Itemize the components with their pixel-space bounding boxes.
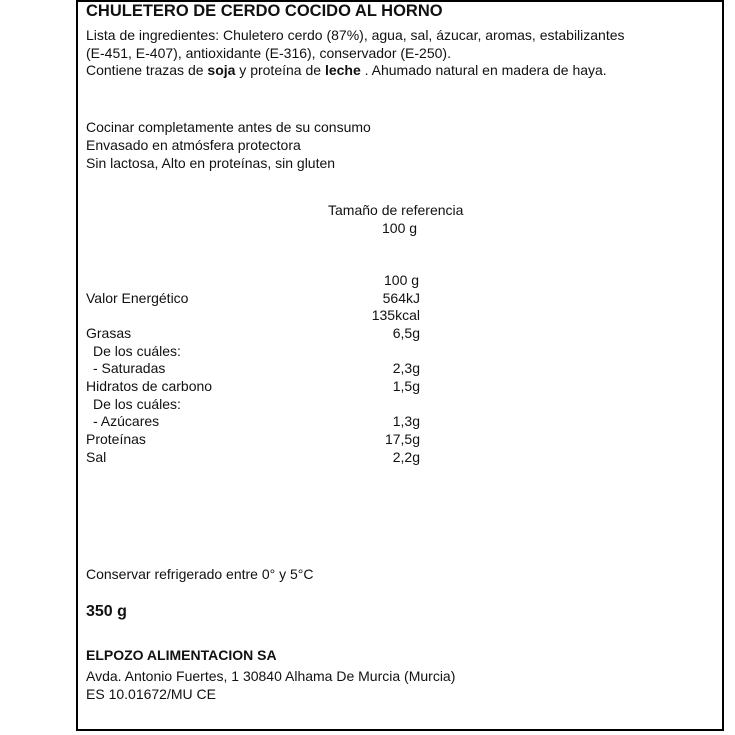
net-weight: 350 g — [86, 603, 127, 620]
nutrition-value-fat: 6,5g — [392, 325, 420, 341]
company-name: ELPOZO ALIMENTACION SA — [86, 647, 277, 663]
nutrition-value-protein: 17,5g — [384, 431, 420, 447]
traces-text-1: Contiene trazas de — [86, 62, 208, 78]
nutrition-label-fat: Grasas — [86, 325, 132, 341]
storage-instructions: Conservar refrigerado entre 0° y 5°C — [86, 566, 314, 582]
nutrition-column-header: 100 g — [384, 272, 420, 288]
health-registry: ES 10.01672/MU CE — [86, 686, 216, 702]
nutrition-label-energy: Valor Energético — [86, 290, 189, 306]
nutrition-label-salt: Sal — [86, 449, 107, 465]
nutrition-label-fat-of-which: De los cuáles: — [93, 343, 181, 359]
company-address: Avda. Antonio Fuertes, 1 30840 Alhama De Murcia (Murcia) — [86, 668, 456, 684]
reference-size-value: 100 g — [382, 220, 418, 236]
ingredients-text: Lista de ingredientes: Chuletero cerdo (87%), agua, sal, ázucar, aromas, estabilizantes (E-451, E-407), antioxidante (E-316), conservador (E-250). — [86, 27, 625, 61]
nutrition-label-sugars: - Azúcares — [93, 413, 160, 429]
traces-text-3: . Ahumado natural en madera de haya. — [360, 62, 607, 78]
nutrition-label-saturated: - Saturadas — [93, 360, 166, 376]
product-title: CHULETERO DE CERDO COCIDO AL HORNO — [86, 2, 443, 20]
nutrition-value-energy-kcal: 135kcal — [371, 307, 420, 323]
nutrition-value-salt: 2,2g — [392, 449, 420, 465]
nutrition-value-carbs: 1,5g — [392, 378, 420, 394]
allergen-leche: leche — [324, 62, 361, 78]
note-cooking: Cocinar completamente antes de su consumo — [86, 119, 371, 135]
nutrition-value-energy-kj: 564kJ — [382, 290, 420, 306]
note-packaging: Envasado en atmósfera protectora — [86, 137, 301, 153]
traces-text-2: y proteína de — [235, 62, 325, 78]
note-claims: Sin lactosa, Alto en proteínas, sin gluten — [86, 155, 336, 171]
ingredients-block — [86, 27, 626, 80]
nutrition-value-sugars: 1,3g — [392, 413, 420, 429]
allergen-soja: soja — [207, 62, 236, 78]
nutrition-value-saturated: 2,3g — [392, 360, 420, 376]
reference-size-label: Tamaño de referencia — [328, 202, 464, 218]
nutrition-label-carbs-of-which: De los cuáles: — [93, 396, 181, 412]
nutrition-label-protein: Proteínas — [86, 431, 146, 447]
nutrition-label-carbs: Hidratos de carbono — [86, 378, 213, 394]
